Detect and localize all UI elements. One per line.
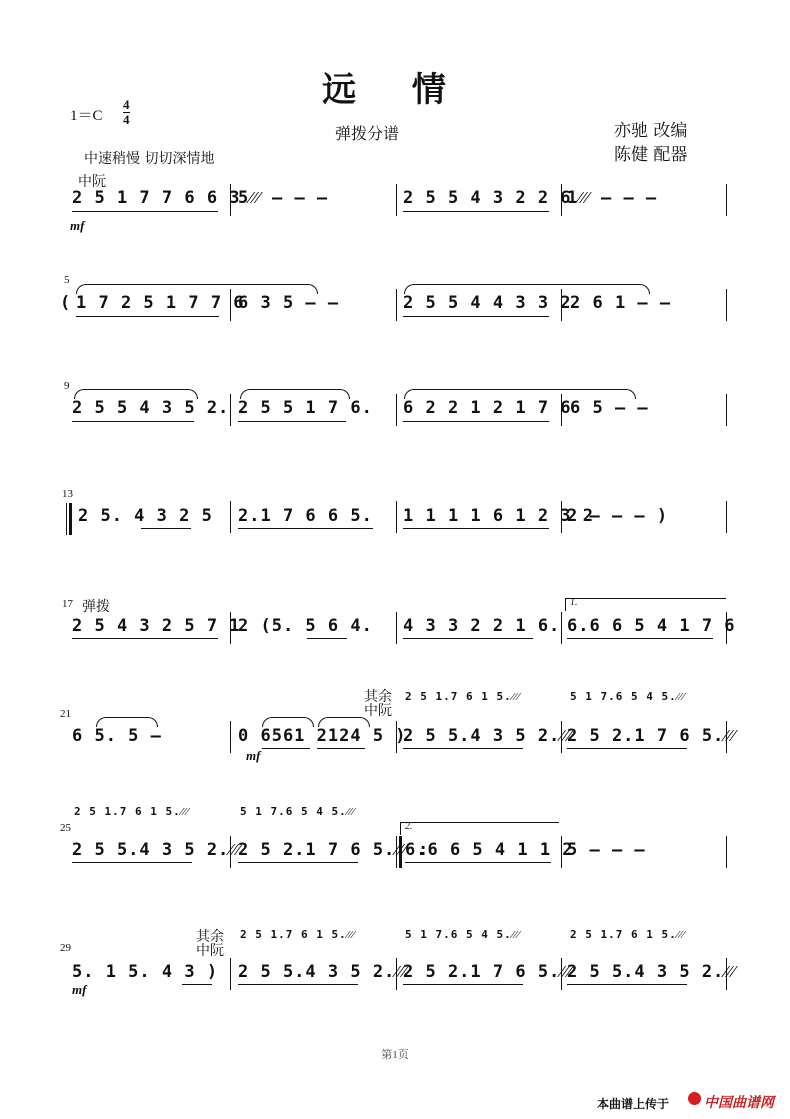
barline: [726, 184, 727, 216]
underline-beam: [72, 638, 218, 639]
underline-beam: [238, 528, 373, 529]
barline: [230, 612, 231, 644]
jiyu-text: 其余: [196, 929, 224, 945]
upper-staff-a: 2 5 1.7 6 1 5.⁄⁄⁄: [570, 928, 686, 941]
dynamic-mf: mf: [246, 748, 261, 763]
underline-beam: [262, 748, 310, 749]
instrument-label-tanbo: 弹拨: [82, 599, 110, 615]
repeat-end: [396, 836, 402, 868]
underline-beam: [182, 984, 212, 985]
slur: [96, 717, 158, 727]
measure-19: 4 3 3 2 2 1 6.: [403, 616, 561, 636]
dynamic-mf: mf: [70, 218, 85, 233]
measure-6: 6 3 5 – –: [238, 293, 340, 313]
measure-29: 5. 1 5. 4 3 ): [72, 962, 219, 982]
barline: [561, 836, 562, 868]
barline: [561, 501, 562, 533]
underline-beam: [567, 638, 713, 639]
instrument-label-zhongruan: 中阮: [78, 174, 106, 190]
row-number: 17: [62, 598, 73, 610]
measure-10: 2 5 5 1 7 6.: [238, 398, 373, 418]
instrument-label-jiyu: [196, 930, 224, 958]
score-title: 远 情: [322, 70, 468, 110]
volta-second-label: 2.: [405, 821, 413, 832]
underline-beam: [403, 528, 549, 529]
row-number: 5: [64, 274, 70, 286]
underline-beam: [567, 748, 687, 749]
open-paren: (: [60, 293, 72, 313]
barline: [396, 612, 397, 644]
measure-20: 6.6 6 5 4 1 7 6: [567, 616, 736, 636]
measure-21: 6 5. 5 –: [72, 726, 162, 746]
site-logo-text: 中国曲谱网: [704, 1095, 774, 1111]
slur: [76, 284, 318, 294]
measure-12: 6 5 – –: [570, 398, 649, 418]
measure-18: 2 (5. 5 6 4.: [238, 616, 373, 636]
barline: [396, 184, 397, 216]
underline-beam: [403, 211, 549, 212]
measure-22: 0 6561 2124 5 ): [238, 726, 407, 746]
upper-staff-a: 2 5 1.7 6 1 5.⁄⁄⁄: [240, 928, 356, 941]
measure-11: 6 2 2 1 2 1 7 6: [403, 398, 572, 418]
key-signature: 1＝C: [70, 108, 103, 124]
upper-staff-a: 2 5 1.7 6 1 5.⁄⁄⁄: [74, 805, 190, 818]
arranger-credit: 亦驰 改编: [614, 121, 688, 141]
underline-beam: [238, 862, 358, 863]
measure-24: 2 5 2.1 7 6 5.⁄⁄⁄: [567, 726, 736, 746]
underline-beam: [567, 984, 687, 985]
score-subtitle: 弹拨分谱: [335, 124, 400, 143]
row-number: 29: [60, 942, 71, 954]
row-number: 25: [60, 822, 71, 834]
measure-30: 2 5 5.4 3 5 2.⁄⁄⁄: [238, 962, 407, 982]
zhongruan-text: 中阮: [364, 703, 392, 719]
slur: [240, 389, 350, 399]
underline-beam: [403, 984, 523, 985]
measure-5: 1 7 2 5 1 7 7 6: [76, 293, 245, 313]
slur: [404, 284, 650, 294]
site-logo-icon: [688, 1092, 701, 1105]
upper-staff-b: 5 1 7.6 5 4 5.⁄⁄⁄: [405, 928, 521, 941]
underline-beam: [307, 638, 347, 639]
measure-14: 2.1 7 6 6 5.: [238, 506, 373, 526]
measure-9: 2 5 5 4 3 5 2.: [72, 398, 230, 418]
barline: [561, 184, 562, 216]
measure-3: 2 5 5 4 3 2 2 6: [403, 188, 572, 208]
barline: [230, 184, 231, 216]
row-number: 9: [64, 380, 70, 392]
barline: [230, 958, 231, 990]
underline-beam: [403, 316, 549, 317]
barline: [726, 721, 727, 753]
measure-31: 2 5 2.1 7 6 5.⁄⁄⁄: [403, 962, 572, 982]
barline: [230, 394, 231, 426]
barline: [726, 394, 727, 426]
page-number: 第1页: [381, 1049, 409, 1061]
barline: [230, 501, 231, 533]
time-signature-bottom: 4: [123, 112, 130, 127]
measure-28: 5 – – –: [567, 840, 646, 860]
barline: [726, 958, 727, 990]
measure-27: 6.6 6 5 4 1 1 2: [405, 840, 574, 860]
upload-notice: 本曲谱上传于: [597, 1097, 670, 1111]
slur: [404, 389, 636, 399]
underline-beam: [317, 748, 365, 749]
repeat-start: [66, 503, 72, 535]
measure-4: 1⁄⁄⁄ – – –: [567, 188, 658, 208]
measure-7: 2 5 5 4 4 3 3 2: [403, 293, 572, 313]
barline: [396, 501, 397, 533]
barline: [396, 394, 397, 426]
underline-beam: [72, 421, 194, 422]
measure-16: 2 – – – ): [567, 506, 669, 526]
volta-second: [400, 822, 559, 835]
measure-25: 2 5 5.4 3 5 2.⁄⁄⁄: [72, 840, 241, 860]
barline: [561, 958, 562, 990]
zhongruan-text: 中阮: [196, 943, 224, 959]
upper-staff-a: 2 5 1.7 6 1 5.⁄⁄⁄: [405, 690, 521, 703]
measure-26: 2 5 2.1 7 6 5.⁄⁄⁄ :: [238, 840, 430, 860]
measure-1: 2 5 1 7 7 6 6 3: [72, 188, 241, 208]
underline-beam: [405, 862, 551, 863]
row-number: 21: [60, 708, 71, 720]
barline: [726, 501, 727, 533]
time-signature: [123, 98, 130, 127]
underline-beam: [141, 528, 191, 529]
row-number: 13: [62, 488, 73, 500]
underline-beam: [72, 862, 192, 863]
underline-beam: [238, 421, 346, 422]
measure-15: 1 1 1 1 6 1 2 3 2: [403, 506, 594, 526]
jiyu-text: 其余: [364, 689, 392, 705]
volta-first-label: 1.: [570, 597, 578, 608]
barline: [726, 836, 727, 868]
barline: [396, 958, 397, 990]
measure-32: 2 5 5.4 3 5 2.⁄⁄⁄: [567, 962, 736, 982]
slur: [74, 389, 198, 399]
upper-staff-b: 5 1 7.6 5 4 5.⁄⁄⁄: [570, 690, 686, 703]
measure-17: 2 5 4 3 2 5 7 1: [72, 616, 241, 636]
barline: [726, 612, 727, 644]
measure-2: 5⁄⁄⁄ – – –: [238, 188, 329, 208]
barline: [230, 836, 231, 868]
tempo-marking: 中速稍慢 切切深情地: [84, 151, 215, 167]
volta-first: [565, 598, 726, 611]
measure-23: 2 5 5.4 3 5 2.⁄⁄⁄: [403, 726, 572, 746]
dynamic-mf: mf: [72, 982, 87, 997]
underline-beam: [403, 748, 523, 749]
slur: [318, 717, 370, 727]
instrument-label-jiyu: [364, 690, 392, 718]
barline: [396, 289, 397, 321]
underline-beam: [76, 316, 219, 317]
underline-beam: [238, 984, 358, 985]
underline-beam: [72, 211, 218, 212]
time-signature-top: 4: [123, 97, 130, 112]
upper-staff-b: 5 1 7.6 5 4 5.⁄⁄⁄: [240, 805, 356, 818]
slur: [262, 717, 314, 727]
orchestrator-credit: 陈健 配器: [614, 145, 688, 165]
measure-13: 2 5. 4 3 2 5: [78, 506, 213, 526]
barline: [561, 721, 562, 753]
barline: [561, 612, 562, 644]
underline-beam: [403, 421, 549, 422]
barline: [396, 721, 397, 753]
underline-beam: [403, 638, 533, 639]
barline: [230, 721, 231, 753]
measure-8: 2 6 1 – –: [570, 293, 672, 313]
barline: [726, 289, 727, 321]
